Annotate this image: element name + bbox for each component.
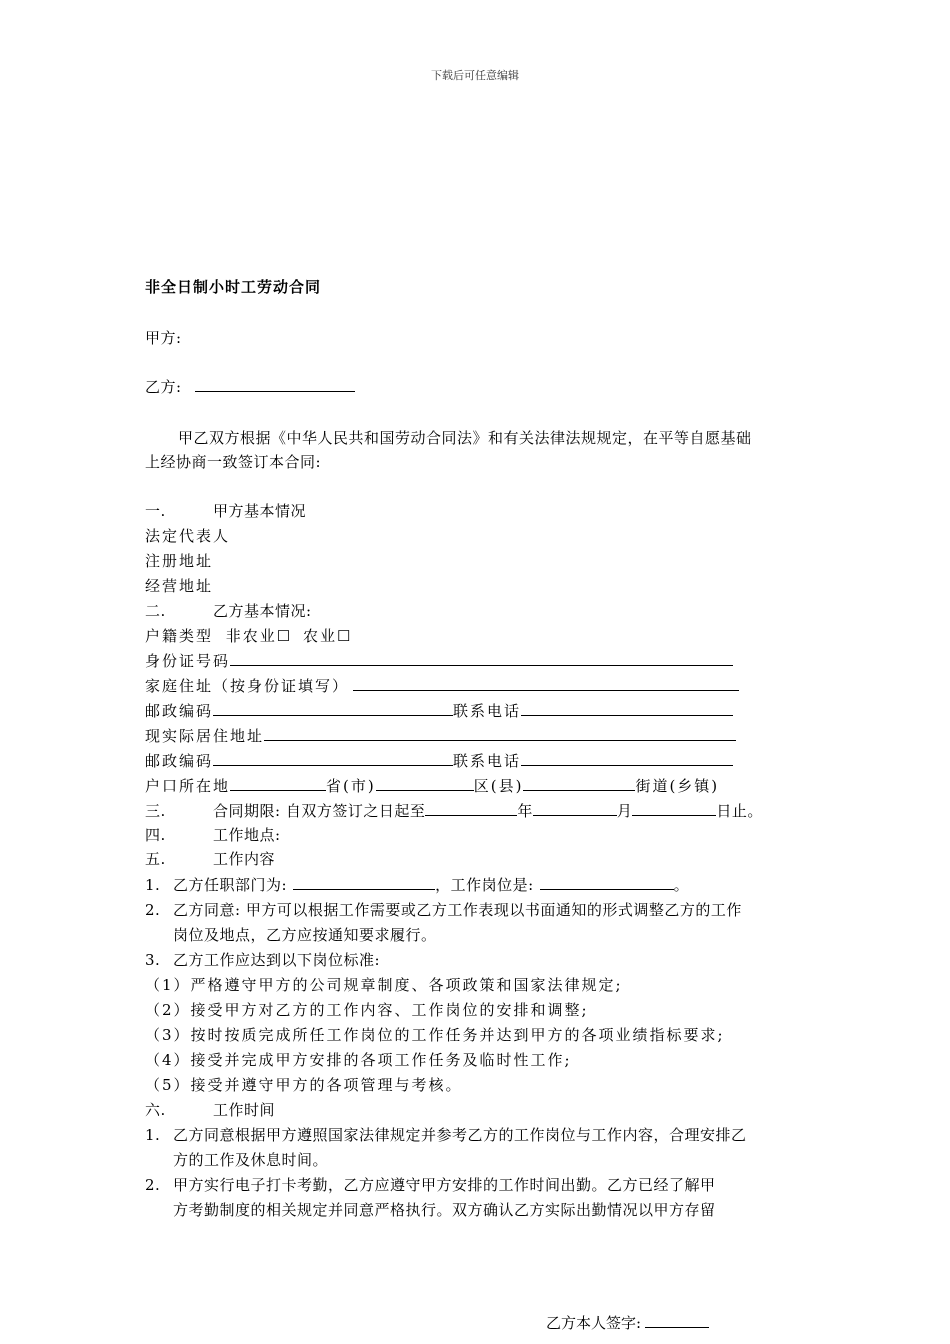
s6-item-1-line-2: 方的工作及休息时间。 [173,1151,329,1169]
phone-blank-2[interactable] [521,751,733,766]
item-number: 1. [145,1126,161,1144]
section-5-heading [145,848,275,869]
home-address-blank[interactable] [353,676,739,691]
party-b-line [145,376,355,397]
s5-item-2 [145,899,742,920]
standard-1: （1）严格遵守甲方的公司规章制度、各项政策和国家法律规定; [145,976,623,994]
business-address-label: 经营地址 [145,577,214,595]
s6-item-2-line-1: 甲方实行电子打卡考勤，乙方应遵守甲方安排的工作时间出勤。乙方已经了解甲 [173,1176,716,1194]
section-3-line [145,800,763,821]
home-address-label: 家庭住址（按身份证填写） [145,677,350,695]
postcode-blank-2[interactable] [213,751,453,766]
legal-rep-label: 法定代表人 [145,527,231,545]
signature-line [546,1312,709,1333]
section-6-heading [145,1099,275,1120]
party-b-blank[interactable] [195,377,355,392]
street-label: 街道(乡镇) [635,777,720,795]
s5-item-2-line-1: 乙方同意: 甲方可以根据工作需要或乙方工作表现以书面通知的形式调整乙方的工作 [173,901,742,919]
id-number-line [145,650,733,671]
section-5-title: 工作内容 [213,850,276,868]
current-address-line [145,725,736,746]
item-number: 2. [145,901,161,919]
section-2-heading [145,600,312,621]
intro-line-1: 甲乙双方根据《中华人民共和国劳动合同法》和有关法律法规规定，在平等自愿基础 [178,429,752,447]
section-2-number: 二. [145,602,166,620]
s5-item-1 [145,874,689,895]
agricultural-checkbox[interactable]: 农业☐ [303,627,353,645]
standard-5: （5）接受并遵守甲方的各项管理与考核。 [145,1076,463,1094]
section-1-heading [145,500,306,521]
s6-item-2-line-2: 方考勤制度的相关规定并同意严格执行。双方确认乙方实际出勤情况以甲方存留 [173,1201,716,1219]
phone-label: 联系电话 [453,752,522,770]
s6-item-1 [145,1124,747,1145]
phone-blank-1[interactable] [521,701,733,716]
item-end: 。 [673,876,690,894]
current-address-blank[interactable] [264,726,736,741]
month-label: 月 [616,802,633,820]
section-4-title: 工作地点: [213,826,281,844]
signature-blank[interactable] [645,1313,709,1328]
household-type-label: 户籍类型 [145,627,214,645]
section-5-number: 五. [145,850,166,868]
end-day-blank[interactable] [632,801,716,816]
province-blank[interactable] [230,776,326,791]
province-label: 省(市) [326,777,376,795]
postcode-phone-line-2 [145,750,733,771]
contract-term-prefix: 合同期限: 自双方签订之日起至 [213,802,426,820]
end-year-blank[interactable] [425,801,517,816]
standard-2: （2）接受甲方对乙方的工作内容、工作岗位的安排和调整; [145,1001,589,1019]
non-agricultural-checkbox[interactable]: 非农业☐ [225,627,293,645]
home-address-line [145,675,739,696]
department-label: 乙方任职部门为: [173,876,288,894]
position-label: ，工作岗位是: [435,876,534,894]
street-blank[interactable] [523,776,635,791]
section-6-number: 六. [145,1101,166,1119]
section-6-title: 工作时间 [213,1101,276,1119]
year-label: 年 [517,802,533,820]
s5-item-3-text: 乙方工作应达到以下岗位标准: [173,951,381,969]
current-address-label: 现实际居住地址 [145,727,265,745]
postcode-phone-line-1 [145,700,733,721]
district-blank[interactable] [376,776,474,791]
item-number: 2. [145,1176,161,1194]
s6-item-2 [145,1174,716,1195]
id-number-blank[interactable] [230,651,733,666]
signature-label: 乙方本人签字: [546,1314,642,1332]
party-a-line [145,327,182,348]
id-number-label: 身份证号码 [145,652,231,670]
registered-address-label: 注册地址 [145,552,214,570]
section-4-heading [145,824,281,845]
end-month-blank[interactable] [533,801,617,816]
party-b-label: 乙方: [145,378,182,396]
section-2-title: 乙方基本情况: [213,602,312,620]
department-blank[interactable] [293,875,435,890]
standard-4: （4）接受并完成甲方安排的各项工作任务及临时性工作; [145,1051,572,1069]
postcode-label: 邮政编码 [145,752,214,770]
page-header: 下载后可任意编辑 [431,69,519,82]
contract-title: 非全日制小时工劳动合同 [145,278,322,296]
postcode-blank-1[interactable] [213,701,453,716]
household-type-line [145,625,352,646]
standard-3: （3）按时按质完成所任工作岗位的工作任务并达到甲方的各项业绩指标要求; [145,1026,725,1044]
party-a-label: 甲方: [145,329,182,347]
s5-item-3 [145,949,380,970]
district-label: 区(县) [473,777,524,795]
position-blank[interactable] [540,875,674,890]
item-number: 3. [145,951,161,969]
s5-item-2-line-2: 岗位及地点，乙方应按通知要求履行。 [173,926,437,944]
section-1-number: 一. [145,502,166,520]
section-4-number: 四. [145,826,166,844]
hukou-line [145,775,719,796]
section-1-title: 甲方基本情况 [213,502,307,520]
day-end-label: 日止。 [716,802,763,820]
postcode-label: 邮政编码 [145,702,214,720]
s6-item-1-line-1: 乙方同意根据甲方遵照国家法律规定并参考乙方的工作岗位与工作内容，合理安排乙 [173,1126,747,1144]
intro-line-2: 上经协商一致签订本合同: [145,453,322,471]
item-number: 1. [145,876,161,894]
phone-label: 联系电话 [453,702,522,720]
hukou-label: 户口所在地 [145,777,231,795]
section-3-number: 三. [145,802,166,820]
